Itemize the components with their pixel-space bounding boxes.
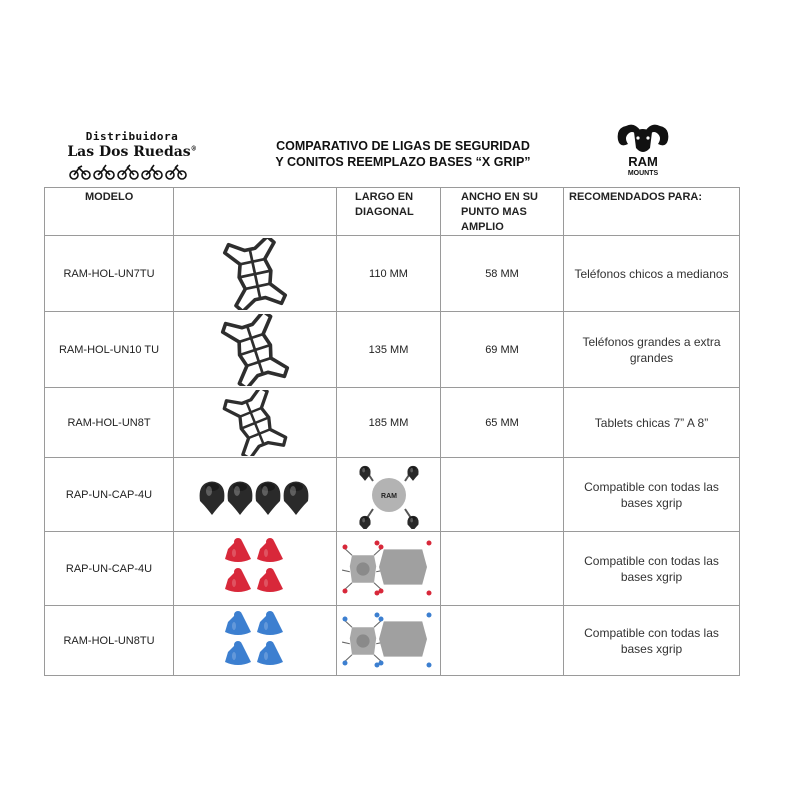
image-cell — [174, 388, 337, 458]
image-cell — [174, 312, 337, 388]
header-recomendados: RECOMENDADOS PARA: — [564, 188, 740, 236]
table-row — [45, 236, 740, 312]
header-imagen — [174, 188, 337, 236]
page-title — [248, 138, 558, 170]
modelo-cell: RAM-HOL-UN8T — [45, 388, 174, 458]
image-cell — [174, 532, 337, 606]
title-line2: Y CONITOS REEMPLAZO BASES “X GRIP” — [275, 155, 531, 169]
svg-text:MOUNTS: MOUNTS — [627, 170, 659, 177]
modelo-cell: RAM-HOL-UN8TU — [45, 606, 174, 676]
table-row — [45, 606, 740, 676]
table-header-row — [45, 188, 740, 236]
ancho-cell — [441, 458, 564, 532]
modelo-cell: RAP-UN-CAP-4U — [45, 458, 174, 532]
image-cell — [337, 532, 441, 606]
title-line1: COMPARATIVO DE LIGAS DE SEGURIDAD — [276, 139, 530, 153]
black-caps-image — [195, 465, 315, 525]
xgrip-red-caps-image — [341, 537, 437, 601]
table-row — [45, 532, 740, 606]
largo-cell: 185 MM — [337, 388, 441, 458]
header-ancho: ANCHO EN SU PUNTO MAS AMPLIO — [441, 188, 564, 236]
image-cell — [337, 458, 441, 532]
comparison-table — [44, 187, 740, 676]
red-caps-image — [220, 537, 290, 601]
ancho-cell: 69 MM — [441, 312, 564, 388]
recomendado-cell: Compatible con todas las bases xgrip — [564, 606, 740, 676]
recomendado-cell: Compatible con todas las bases xgrip — [564, 532, 740, 606]
brand-line2: Las Dos Ruedas® — [67, 144, 197, 160]
rubber-strap-small-image — [215, 238, 295, 310]
table-row — [45, 388, 740, 458]
largo-cell: 110 MM — [337, 236, 441, 312]
svg-text:RAM: RAM — [628, 154, 658, 169]
ancho-cell: 58 MM — [441, 236, 564, 312]
ancho-cell — [441, 606, 564, 676]
recomendado-cell: Teléfonos grandes a extra grandes — [564, 312, 740, 388]
ancho-cell: 65 MM — [441, 388, 564, 458]
modelo-cell: RAM-HOL-UN10 TU — [45, 312, 174, 388]
recomendado-cell: Teléfonos chicos a medianos — [564, 236, 740, 312]
image-cell — [337, 606, 441, 676]
recomendado-cell: Tablets chicas 7” A 8” — [564, 388, 740, 458]
rubber-strap-large-image — [215, 390, 295, 456]
largo-cell: 135 MM — [337, 312, 441, 388]
modelo-cell: RAP-UN-CAP-4U — [45, 532, 174, 606]
ram-mounts-logo — [612, 118, 674, 180]
table-row — [45, 312, 740, 388]
header-largo: LARGO EN DIAGONAL — [337, 188, 441, 236]
recomendado-cell: Compatible con todas las bases xgrip — [564, 458, 740, 532]
xgrip-black-caps-image — [354, 461, 424, 529]
svg-text:RAM: RAM — [380, 492, 397, 500]
image-cell — [174, 458, 337, 532]
image-cell — [174, 606, 337, 676]
brand-line1: Distribuidora — [85, 130, 179, 143]
motorcycles-icon — [66, 162, 198, 180]
blue-caps-image — [220, 610, 290, 672]
image-cell — [174, 236, 337, 312]
modelo-cell: RAM-HOL-UN7TU — [45, 236, 174, 312]
ancho-cell — [441, 532, 564, 606]
header-modelo: MODELO — [45, 188, 174, 236]
table-row — [45, 458, 740, 532]
xgrip-blue-caps-image — [341, 610, 437, 672]
rubber-strap-medium-image — [215, 314, 295, 386]
brand-logo — [62, 130, 202, 180]
